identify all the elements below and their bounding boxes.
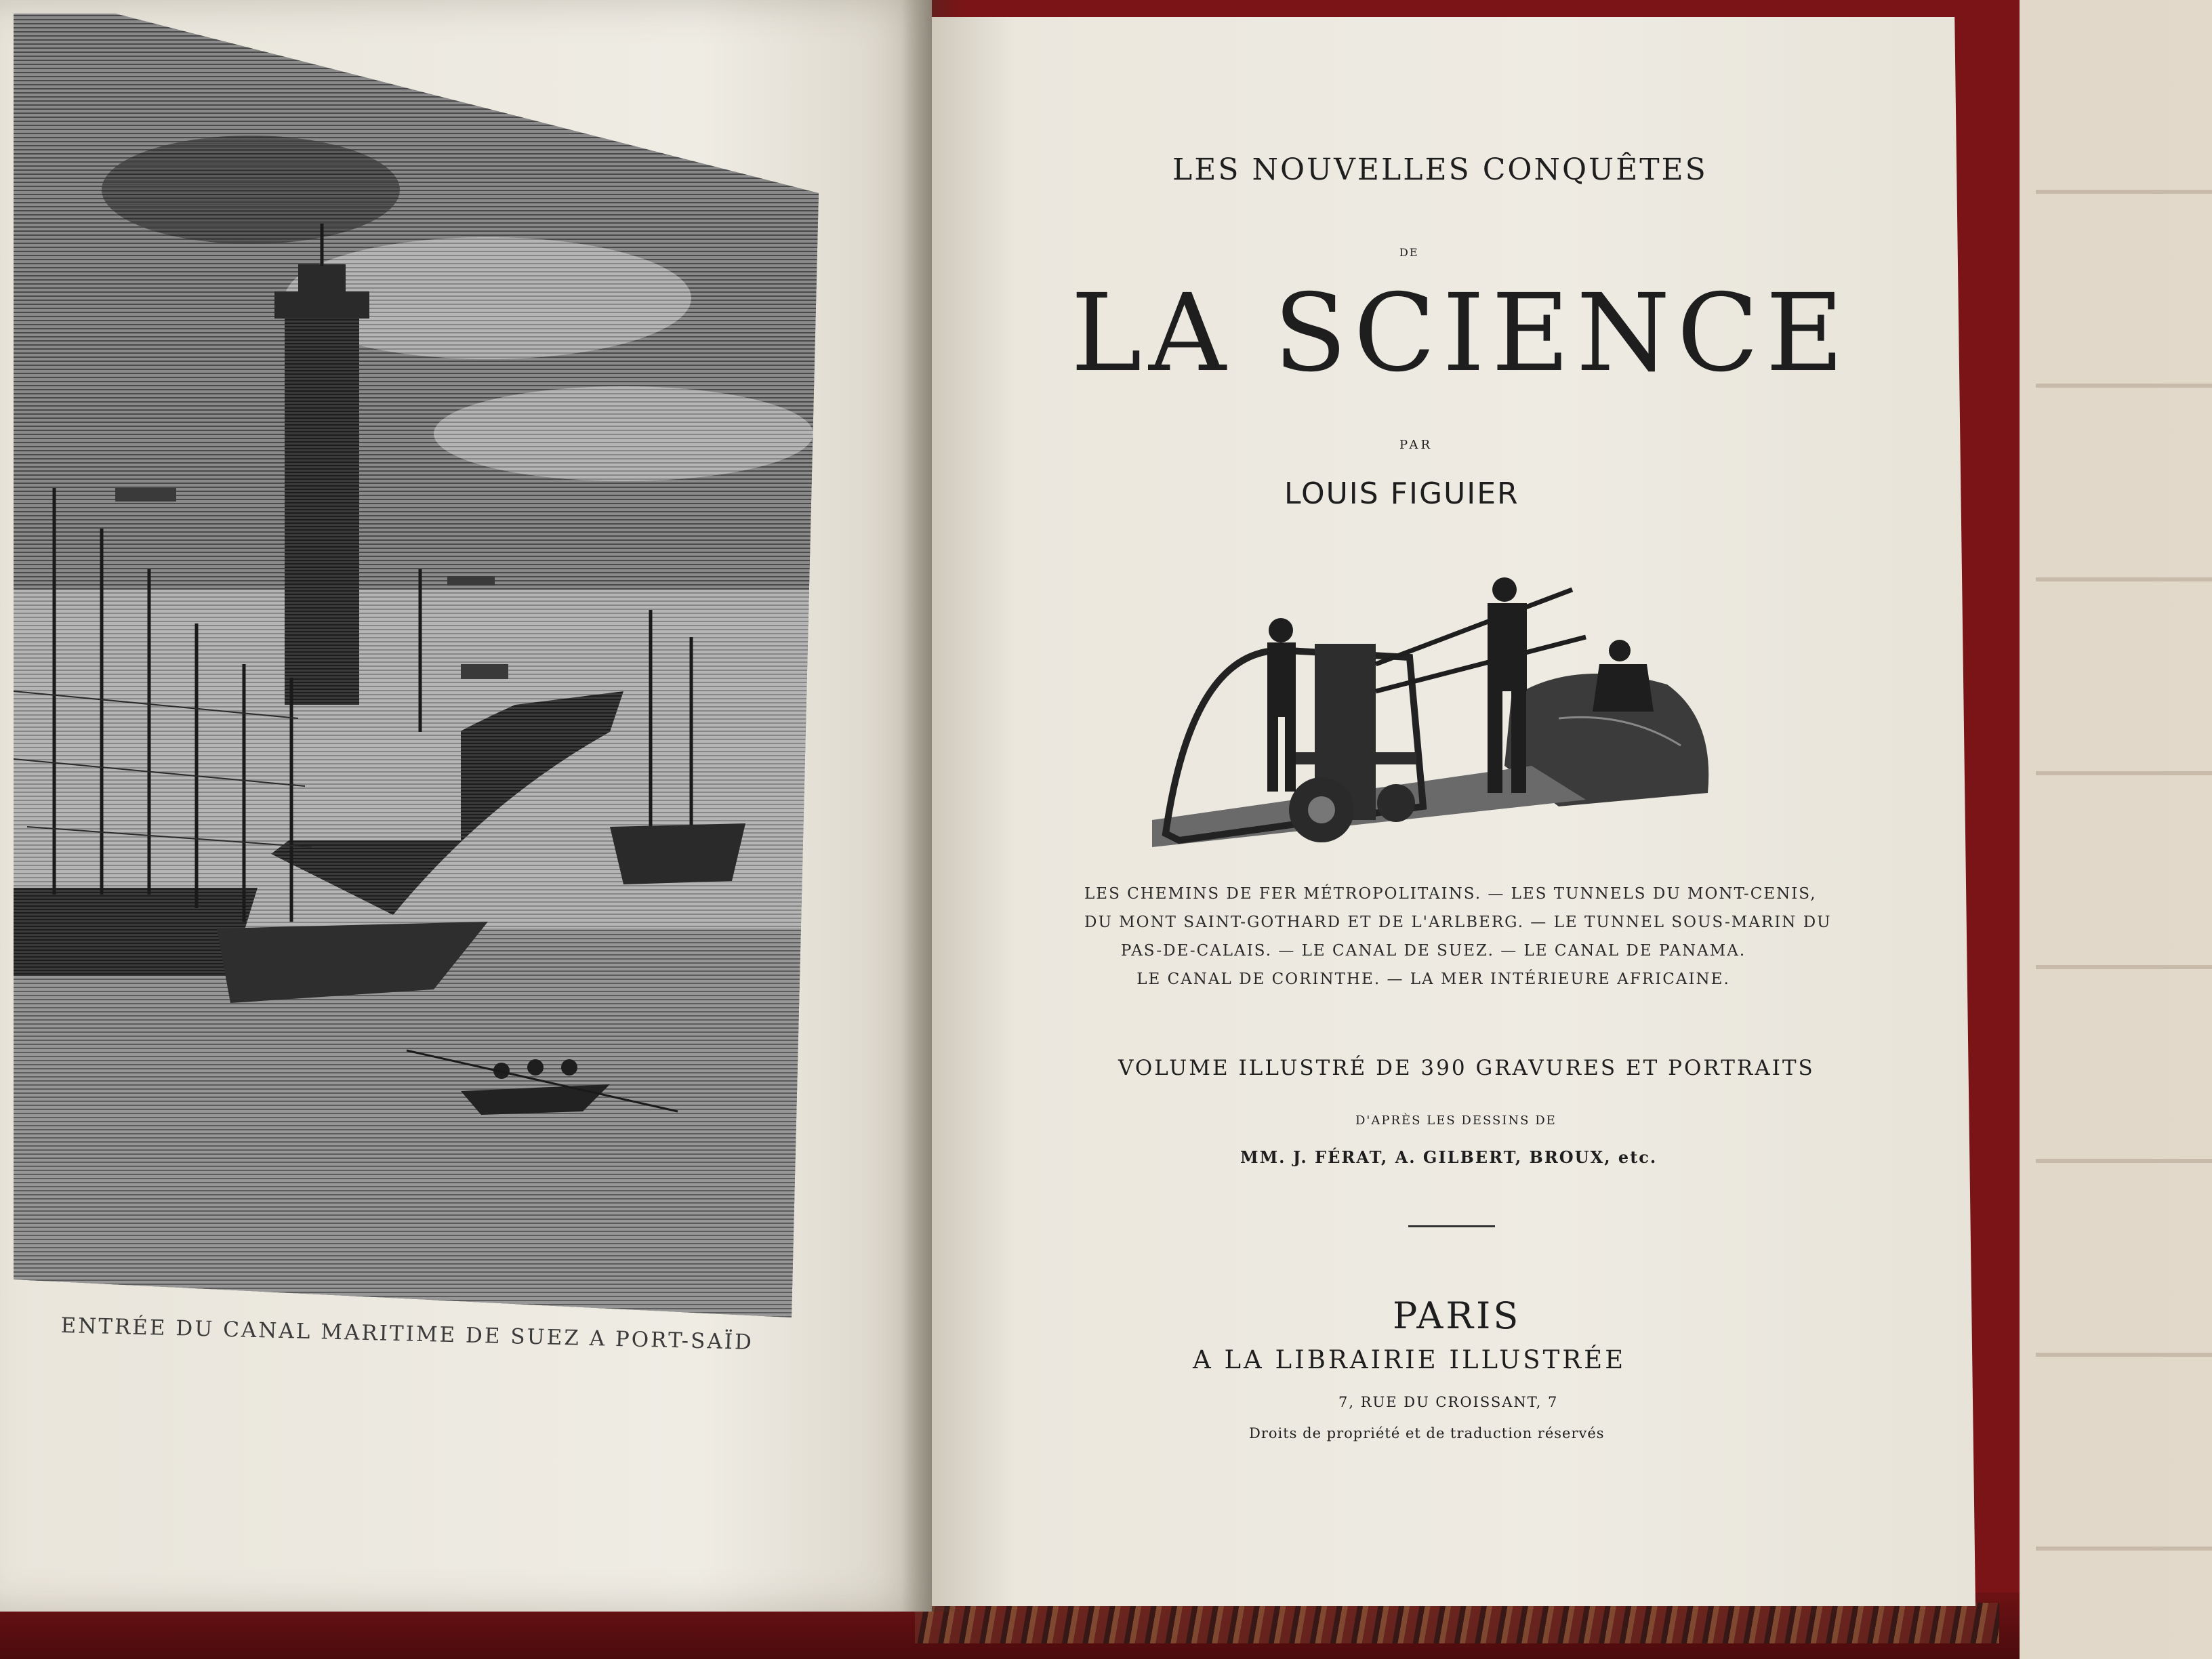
author-name: LOUIS FIGUIER: [1284, 476, 1519, 511]
subjects-line: PAS-DE-CALAIS. — LE CANAL DE SUEZ. — LE CANAL DE PANAMA.: [1120, 942, 1746, 960]
publisher-city: PARIS: [1393, 1294, 1521, 1337]
subjects-line: LES CHEMINS DE FER MÉTROPOLITAINS. — LES TUNNELS DU MONT-CENIS,: [1084, 885, 1817, 903]
publisher-name: A LA LIBRAIRIE ILLUSTRÉE: [1193, 1345, 1626, 1374]
main-title: LA SCIENCE: [1071, 271, 1851, 396]
title-line-de: DE: [1399, 246, 1419, 259]
subjects-list: [1084, 880, 1832, 994]
volume-illustration-line: VOLUME ILLUSTRÉ DE 390 GRAVURES ET PORTRAITS: [1118, 1056, 1815, 1080]
subjects-line: DU MONT SAINT-GOTHARD ET DE L'ARLBERG. — LE TUNNEL SOUS-MARIN DU: [1084, 914, 1832, 931]
title-line-nouvelles-conquetes: LES NOUVELLES CONQUÊTES: [1172, 152, 1708, 187]
title-page-rule: [1408, 1225, 1495, 1227]
subjects-line: LE CANAL DE CORINTHE. — LA MER INTÉRIEURE AFRICAINE.: [1136, 970, 1730, 988]
rights-notice: Droits de propriété et de traduction réservés: [1249, 1425, 1605, 1441]
engraving-illustration: [14, 14, 819, 1317]
left-page: [0, 0, 932, 1612]
artists-line: MM. J. FÉRAT, A. GILBERT, BROUX, etc.: [1240, 1147, 1658, 1167]
engraving-lighthouse-harbor: [14, 14, 819, 1317]
vignette-drilling-machine-engraving: [1152, 562, 1715, 854]
marbled-page-edge: [915, 1603, 1999, 1643]
table-wood-grain: [2036, 0, 2212, 1659]
apres-les-dessins-line: D'APRÈS LES DESSINS DE: [1355, 1113, 1557, 1128]
publisher-address: 7, RUE DU CROISSANT, 7: [1338, 1394, 1559, 1410]
title-par: PAR: [1399, 438, 1433, 452]
engraving-caption: ENTRÉE DU CANAL MARITIME DE SUEZ A PORT-SAÏD: [60, 1313, 754, 1355]
